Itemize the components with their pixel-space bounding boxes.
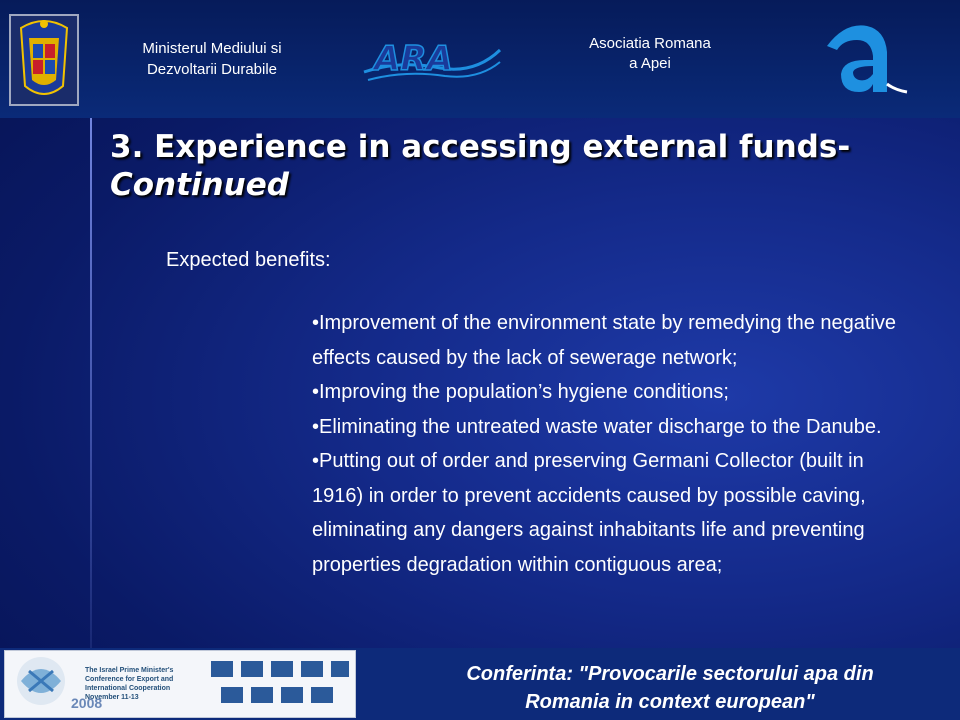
association-line-1: Asociatia Romana [589,35,711,52]
banner-title-text: The Israel Prime Minister's Conference for Export and International Cooperation [85,667,174,692]
expected-benefits-heading: Expected benefits: [166,249,331,271]
slide-title [110,128,910,204]
romania-coat-of-arms-icon [9,14,79,106]
benefits-list [312,306,912,582]
ministry-name [112,38,312,80]
conference-line-1: Conferinta: "Provocarile sectorului apa din [466,663,874,685]
banner-conference-title [85,666,205,702]
ministry-line-1: Ministerul Mediului si [142,40,282,57]
benefit-item: •Improving the population’s hygiene conditions; [312,381,729,403]
conference-banner-image [4,650,356,718]
benefit-item: •Eliminating the untreated waste water discharge to the Danube. [312,415,882,438]
benefit-item: •Putting out of order and preserving Germani Collector (built in 1916) in order to prevent accidents caused by possible caving, eliminating any dangers against inhabitants life and preventing properties degradation within contiguous area; [312,450,866,576]
slide-title-line-2: Continued [110,167,289,203]
header-bar [0,0,960,118]
association-name [560,34,740,74]
conference-name [380,660,960,716]
decorative-vertical-line [90,118,92,658]
association-line-2: a Apei [629,55,671,72]
ara-logo [360,30,505,90]
water-association-a-logo-icon [815,16,915,96]
banner-date: November 11-13 [85,694,139,701]
conference-line-2: Romania in context european" [525,691,815,713]
ministry-line-2: Dezvoltarii Durabile [146,61,278,78]
slide-title-line-1: 3. Experience in accessing external funds- [110,129,851,165]
banner-year: 2008 [71,695,103,711]
benefit-item: •Improvement of the environment state by remedying the negative effects caused by the lack of sewerage network; [312,312,896,369]
ara-logo-text: ARA [374,39,453,79]
